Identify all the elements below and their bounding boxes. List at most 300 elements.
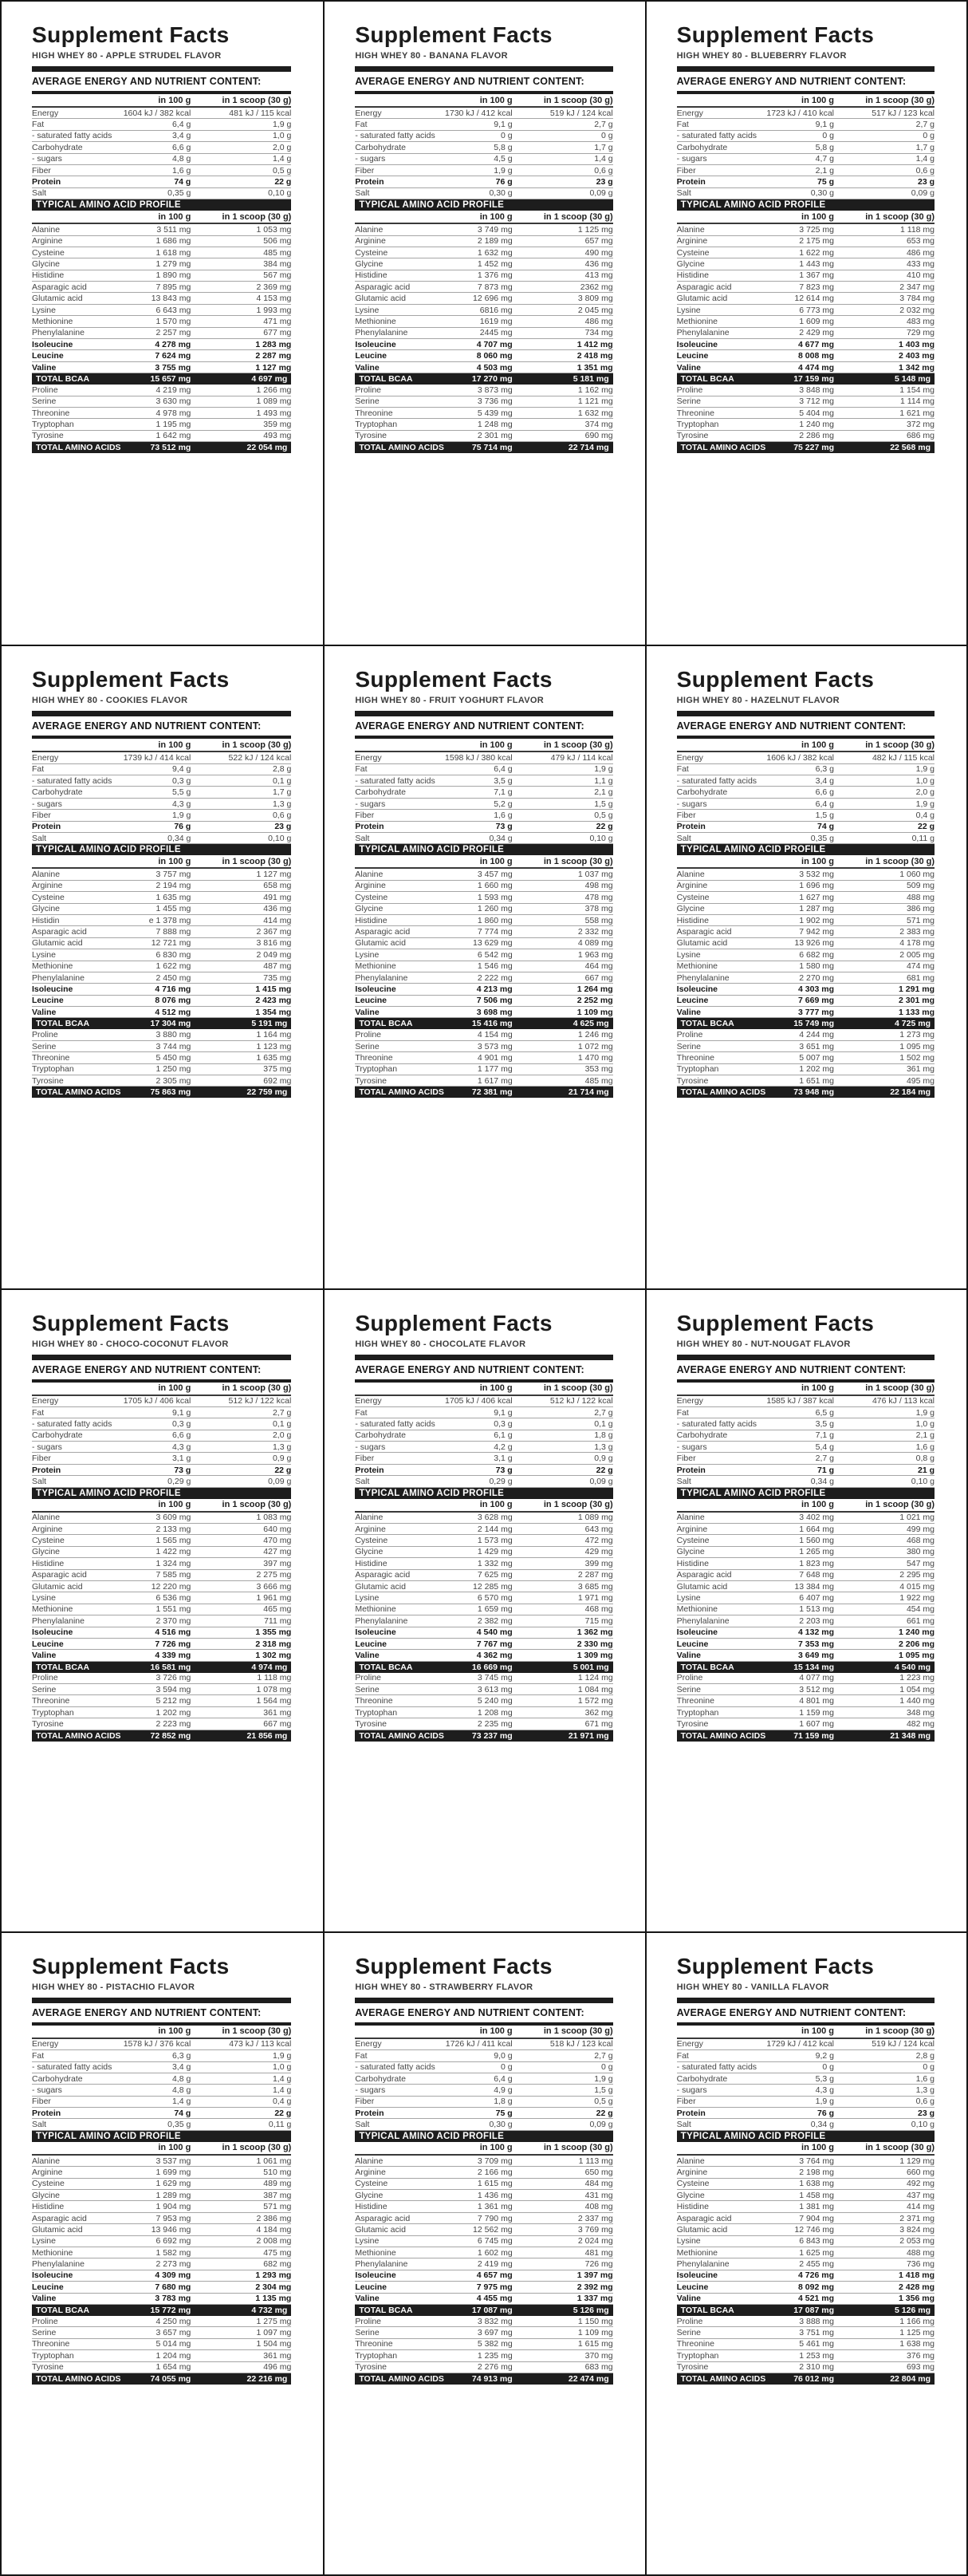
amino-row xyxy=(677,1535,935,1546)
value-per-100g: 1,9 g xyxy=(815,2097,834,2107)
amino-row xyxy=(677,1087,935,1098)
amino-row xyxy=(32,892,291,903)
amino-row xyxy=(355,1029,612,1040)
value-per-scoop: 1 118 mg xyxy=(257,1673,292,1683)
value-per-scoop: 496 mg xyxy=(263,2362,292,2373)
row-label: - sugars xyxy=(355,799,386,809)
row-label: Serine xyxy=(355,1684,380,1694)
value-per-100g: 4 303 mg xyxy=(798,984,834,994)
amino-row xyxy=(355,236,612,247)
value-per-scoop: 359 mg xyxy=(263,420,292,430)
divider-bar-top xyxy=(32,66,291,72)
value-per-100g: 0,34 g xyxy=(489,833,513,843)
value-per-100g: 3 712 mg xyxy=(799,396,834,407)
grid-cell xyxy=(645,1931,966,2574)
value-per-scoop: 22 714 mg xyxy=(568,443,609,453)
amino-row xyxy=(355,2362,612,2373)
value-per-100g: 13 946 mg xyxy=(151,2224,191,2235)
amino-row xyxy=(677,1075,935,1087)
row-label: Cysteine xyxy=(676,1536,710,1546)
value-per-100g: 2 257 mg xyxy=(155,328,191,338)
value-per-100g: 1 651 mg xyxy=(799,1075,834,1086)
amino-row xyxy=(355,328,612,339)
amino-row xyxy=(32,431,291,442)
amino-row xyxy=(32,316,291,327)
row-label: Lysine xyxy=(32,305,56,315)
amino-row xyxy=(355,1581,612,1592)
row-label: Alanine xyxy=(355,224,384,235)
value-per-scoop: 0,10 g xyxy=(268,833,292,843)
value-per-100g: 4,5 g xyxy=(494,154,513,164)
value-per-scoop: 650 mg xyxy=(584,2167,613,2177)
row-label: Alanine xyxy=(676,870,705,880)
value-per-100g: 8 008 mg xyxy=(798,351,834,361)
nutrient-section-heading: AVERAGE ENERGY AND NUTRIENT CONTENT: xyxy=(355,76,584,87)
column-header-100g: in 100 g xyxy=(801,95,834,105)
value-per-100g: 4 521 mg xyxy=(798,2294,834,2304)
value-per-scoop: 486 mg xyxy=(906,247,935,258)
value-per-100g: 1 551 mg xyxy=(155,1604,191,1615)
nutrient-row xyxy=(355,119,612,130)
amino-row xyxy=(32,1087,291,1098)
value-per-scoop: 1 635 mg xyxy=(256,1052,292,1063)
row-label: Histidine xyxy=(676,915,709,925)
value-per-scoop: 0 g xyxy=(601,2062,613,2073)
amino-row xyxy=(677,385,935,396)
column-header-scoop: in 1 scoop (30 g) xyxy=(865,1383,935,1393)
value-per-scoop: 465 mg xyxy=(263,1604,292,1615)
value-per-100g: 0,3 g xyxy=(494,1418,513,1429)
value-per-scoop: 5 191 mg xyxy=(251,1019,288,1029)
divider-bar-top xyxy=(677,1998,935,2003)
amino-row xyxy=(32,1730,291,1742)
nutrient-row xyxy=(355,1418,612,1430)
grid-cell xyxy=(2,1288,323,1931)
value-per-scoop: 0,6 g xyxy=(272,810,292,820)
value-per-scoop: 1 061 mg xyxy=(256,2156,292,2166)
row-label: Isoleucine xyxy=(676,984,718,994)
value-per-scoop: 1 397 mg xyxy=(576,2270,613,2281)
row-label: Leucine xyxy=(355,2282,388,2292)
value-per-100g: 0,3 g xyxy=(171,775,191,786)
value-per-100g: 74 g xyxy=(174,2108,191,2118)
nutrient-row xyxy=(677,2062,935,2073)
amino-row xyxy=(677,996,935,1007)
row-label: Cysteine xyxy=(32,2179,65,2189)
value-per-scoop: 22 804 mg xyxy=(890,2373,931,2384)
amino-row xyxy=(355,2339,612,2350)
row-label: Histidine xyxy=(32,2202,65,2212)
amino-row xyxy=(32,2282,291,2293)
row-label: Fat xyxy=(32,120,45,130)
row-label: Threonine xyxy=(355,2339,393,2349)
row-label: Histidine xyxy=(676,1558,709,1568)
value-per-100g: 9,4 g xyxy=(171,764,191,775)
value-per-100g: 4 278 mg xyxy=(155,339,191,349)
amino-row xyxy=(677,2327,935,2338)
amino-row xyxy=(355,1695,612,1706)
value-per-scoop: 482 mg xyxy=(906,1718,935,1729)
value-per-scoop: 0,10 g xyxy=(911,1476,935,1486)
nutrient-table-header xyxy=(355,94,612,108)
value-per-100g: 1,5 g xyxy=(815,810,834,820)
value-per-scoop: 485 mg xyxy=(584,1075,613,1086)
column-header-100g: in 100 g xyxy=(479,1383,513,1393)
amino-row xyxy=(677,2362,935,2373)
value-per-scoop: 486 mg xyxy=(584,316,613,326)
value-per-100g: 6 830 mg xyxy=(155,949,191,960)
value-per-100g: 1 625 mg xyxy=(799,2247,834,2258)
amino-row xyxy=(677,1695,935,1706)
value-per-scoop: 485 mg xyxy=(263,247,292,258)
value-per-scoop: 22 054 mg xyxy=(246,443,288,453)
value-per-scoop: 661 mg xyxy=(906,1615,935,1626)
row-label: Histidine xyxy=(355,2202,388,2212)
value-per-100g: 3 873 mg xyxy=(477,385,513,395)
amino-row xyxy=(355,1524,612,1535)
value-per-scoop: 361 mg xyxy=(263,1707,292,1718)
nutrient-row xyxy=(677,165,935,176)
column-header-scoop: in 1 scoop (30 g) xyxy=(865,1500,935,1510)
nutrient-row xyxy=(677,108,935,119)
nutrient-row xyxy=(355,2119,612,2130)
value-per-scoop: 1 621 mg xyxy=(899,408,935,418)
amino-row xyxy=(32,926,291,937)
nutrient-row xyxy=(355,1476,612,1487)
amino-row xyxy=(32,1604,291,1615)
column-header-scoop: in 1 scoop (30 g) xyxy=(865,856,935,866)
row-label: Methionine xyxy=(32,1604,73,1615)
value-per-scoop: 2 371 mg xyxy=(899,2213,935,2223)
column-header-scoop: in 1 scoop (30 g) xyxy=(222,2143,292,2153)
amino-row xyxy=(32,2179,291,2190)
value-per-100g: 1 289 mg xyxy=(155,2190,191,2200)
value-per-scoop: 1 963 mg xyxy=(577,949,613,960)
value-per-100g: 16 581 mg xyxy=(150,1662,191,1672)
value-per-100g: 1 664 mg xyxy=(799,1524,834,1534)
column-header-scoop: in 1 scoop (30 g) xyxy=(865,2026,935,2037)
value-per-100g: 4,3 g xyxy=(815,2085,834,2095)
row-label: Protein xyxy=(676,2108,706,2118)
value-per-100g: 6816 mg xyxy=(479,305,513,315)
row-label: Threonine xyxy=(32,408,70,418)
value-per-100g: 7 895 mg xyxy=(155,282,191,292)
row-label: Glycine xyxy=(676,1547,705,1557)
amino-row xyxy=(677,938,935,949)
value-per-scoop: 0,9 g xyxy=(594,1454,613,1464)
value-per-100g: 5,4 g xyxy=(815,1442,834,1452)
value-per-100g: 1 609 mg xyxy=(799,316,834,326)
amino-row xyxy=(677,2213,935,2224)
column-header-100g: in 100 g xyxy=(801,1500,834,1510)
amino-row xyxy=(32,442,291,453)
value-per-100g: 1 195 mg xyxy=(155,420,191,430)
value-per-100g: 3 783 mg xyxy=(155,2294,191,2304)
value-per-100g: 0,34 g xyxy=(167,833,191,843)
amino-row xyxy=(355,2190,612,2201)
row-label: Fat xyxy=(355,1407,368,1418)
row-label: Fat xyxy=(676,120,689,130)
value-per-scoop: 2,8 g xyxy=(915,2050,935,2061)
value-per-100g: 9,1 g xyxy=(494,1407,513,1418)
value-per-100g: 1604 kJ / 382 kcal xyxy=(123,108,191,118)
value-per-scoop: 1 053 mg xyxy=(256,224,292,235)
value-per-100g: 1598 kJ / 380 kcal xyxy=(445,752,513,763)
column-header-scoop: in 1 scoop (30 g) xyxy=(222,95,292,105)
nutrient-table-header xyxy=(32,94,291,108)
supplement-facts-panel xyxy=(2,1290,323,1742)
row-label: Methionine xyxy=(32,316,73,326)
amino-section-heading: TYPICAL AMINO ACID PROFILE xyxy=(355,1488,612,1499)
amino-section-heading: TYPICAL AMINO ACID PROFILE xyxy=(677,199,935,211)
value-per-scoop: 1 638 mg xyxy=(899,2339,935,2349)
value-per-100g: 5,2 g xyxy=(494,799,513,809)
row-label: Protein xyxy=(355,177,384,187)
nutrient-row xyxy=(355,822,612,833)
row-label: Salt xyxy=(676,188,691,199)
amino-row xyxy=(677,419,935,430)
value-per-scoop: 1 109 mg xyxy=(577,2328,613,2338)
nutrient-row xyxy=(677,1465,935,1476)
nutrient-row xyxy=(677,764,935,775)
value-per-100g: 2 301 mg xyxy=(477,431,513,441)
value-per-scoop: 4 184 mg xyxy=(256,2224,292,2235)
amino-row xyxy=(32,2362,291,2373)
value-per-scoop: 1 223 mg xyxy=(899,1673,935,1683)
row-label: Serine xyxy=(355,2328,380,2338)
nutrient-table xyxy=(32,1383,291,1488)
column-header-100g: in 100 g xyxy=(479,740,513,750)
nutrient-row xyxy=(677,2050,935,2061)
nutrient-row xyxy=(677,2108,935,2119)
amino-row xyxy=(355,2213,612,2224)
value-per-100g: 1 560 mg xyxy=(799,1536,834,1546)
value-per-100g: 8 092 mg xyxy=(798,2282,834,2292)
value-per-scoop: 3 769 mg xyxy=(577,2224,613,2235)
nutrient-table-header xyxy=(32,2026,291,2039)
value-per-100g: 1 823 mg xyxy=(799,1558,834,1568)
row-label: Tyrosine xyxy=(676,431,709,441)
row-label: - saturated fatty acids xyxy=(676,1418,757,1429)
value-per-100g: 12 721 mg xyxy=(151,938,191,949)
nutrient-table xyxy=(32,94,291,199)
value-per-scoop: 658 mg xyxy=(263,881,292,891)
value-per-scoop: 1,3 g xyxy=(272,1442,292,1452)
amino-table xyxy=(677,2142,935,2385)
value-per-100g: 4 154 mg xyxy=(477,1030,513,1040)
amino-row xyxy=(355,1650,612,1661)
row-label: Phenylalanine xyxy=(32,328,85,338)
value-per-100g: 17 159 mg xyxy=(793,374,834,385)
value-per-100g: 7 625 mg xyxy=(477,1570,513,1580)
value-per-100g: 1 429 mg xyxy=(477,1547,513,1557)
value-per-100g: 1 622 mg xyxy=(155,961,191,972)
amino-row xyxy=(677,396,935,408)
row-label: Arginine xyxy=(676,881,708,891)
grid-cell xyxy=(2,2,323,645)
value-per-100g: 4 540 mg xyxy=(476,1627,513,1638)
value-per-scoop: 1 154 mg xyxy=(899,385,935,395)
value-per-100g: 3,4 g xyxy=(171,2062,191,2073)
value-per-scoop: 2 295 mg xyxy=(899,1570,935,1580)
panel-subtitle: HIGH WHEY 80 - CHOCO-COCONUT FLAVOR xyxy=(32,1339,229,1349)
nutrient-row xyxy=(355,2108,612,2119)
row-label: Isoleucine xyxy=(355,984,396,994)
value-per-100g: 9,0 g xyxy=(494,2050,513,2061)
value-per-scoop: 682 mg xyxy=(263,2259,292,2270)
row-label: Protein xyxy=(32,2108,61,2118)
row-label: TOTAL BCAA xyxy=(36,2305,90,2315)
value-per-100g: 7 669 mg xyxy=(798,996,834,1006)
value-per-100g: 5,3 g xyxy=(815,2073,834,2084)
value-per-100g: 7,1 g xyxy=(815,1430,834,1441)
amino-row xyxy=(32,1029,291,1040)
amino-row xyxy=(355,2373,612,2385)
column-header-scoop: in 1 scoop (30 g) xyxy=(222,1383,292,1393)
value-per-scoop: 2 287 mg xyxy=(255,351,292,361)
value-per-100g: 71 159 mg xyxy=(793,1730,834,1741)
amino-row xyxy=(355,1513,612,1524)
value-per-100g: 15 657 mg xyxy=(150,374,191,385)
value-per-scoop: 22 g xyxy=(274,2108,292,2118)
value-per-scoop: 0,11 g xyxy=(911,833,935,843)
nutrient-table-header xyxy=(677,2026,935,2039)
amino-row xyxy=(355,869,612,880)
value-per-100g: 1 642 mg xyxy=(155,431,191,441)
value-per-scoop: 4 089 mg xyxy=(577,938,613,949)
value-per-100g: 3 880 mg xyxy=(155,1030,191,1040)
value-per-100g: 1 240 mg xyxy=(799,420,834,430)
nutrient-row xyxy=(355,810,612,821)
value-per-100g: 4 213 mg xyxy=(476,984,513,994)
value-per-100g: 12 614 mg xyxy=(794,294,834,304)
row-label: Methionine xyxy=(355,2247,396,2258)
value-per-100g: 3 573 mg xyxy=(477,1041,513,1051)
amino-row xyxy=(677,236,935,247)
value-per-scoop: 464 mg xyxy=(584,961,613,972)
nutrient-row xyxy=(677,2097,935,2108)
nutrient-table xyxy=(677,94,935,199)
value-per-100g: 1723 kJ / 410 kcal xyxy=(766,108,834,118)
amino-row xyxy=(32,2201,291,2212)
nutrient-row xyxy=(355,2062,612,2073)
row-label: Salt xyxy=(355,1476,370,1486)
value-per-100g: 1 627 mg xyxy=(799,892,834,902)
value-per-100g: 1 204 mg xyxy=(155,2350,191,2361)
value-per-100g: 6,6 g xyxy=(815,787,834,798)
amino-row xyxy=(355,293,612,304)
nutrient-row xyxy=(677,775,935,787)
value-per-100g: 4 250 mg xyxy=(155,2316,191,2326)
amino-row xyxy=(32,869,291,880)
amino-row xyxy=(677,1662,935,1673)
column-header-scoop: in 1 scoop (30 g) xyxy=(543,211,613,222)
row-label: TOTAL BCAA xyxy=(680,2305,734,2315)
amino-row xyxy=(677,904,935,915)
value-per-100g: 3 745 mg xyxy=(477,1673,513,1683)
panel-subtitle: HIGH WHEY 80 - PISTACHIO FLAVOR xyxy=(32,1982,195,1992)
amino-row xyxy=(32,396,291,408)
value-per-scoop: 2 275 mg xyxy=(256,1570,292,1580)
row-label: Serine xyxy=(32,396,57,407)
row-label: Tyrosine xyxy=(676,1718,709,1729)
amino-row xyxy=(32,2294,291,2305)
row-label: - saturated fatty acids xyxy=(355,131,435,141)
row-label: Valine xyxy=(355,1007,380,1017)
row-label: Leucine xyxy=(676,351,709,361)
value-per-100g: 3 613 mg xyxy=(477,1684,513,1694)
value-per-100g: 2 189 mg xyxy=(477,236,513,247)
nutrient-row xyxy=(355,131,612,142)
value-per-scoop: 1,4 g xyxy=(272,2085,292,2095)
amino-row xyxy=(32,224,291,235)
row-label: Serine xyxy=(32,1684,57,1694)
grid-cell xyxy=(323,2,644,645)
value-per-scoop: 690 mg xyxy=(584,431,613,441)
value-per-100g: 4,8 g xyxy=(171,154,191,164)
amino-row xyxy=(677,1684,935,1695)
value-per-scoop: 1 124 mg xyxy=(577,1673,613,1683)
row-label: Threonine xyxy=(355,1052,393,1063)
value-per-100g: 4,3 g xyxy=(171,1442,191,1452)
row-label: Threonine xyxy=(32,1052,70,1063)
amino-row xyxy=(355,1007,612,1018)
row-label: - saturated fatty acids xyxy=(676,131,757,141)
row-label: Serine xyxy=(355,1041,380,1051)
value-per-100g: 1619 mg xyxy=(479,316,513,326)
value-per-100g: 3 764 mg xyxy=(799,2156,834,2166)
value-per-100g: 7 975 mg xyxy=(476,2282,513,2292)
value-per-scoop: 735 mg xyxy=(263,972,292,983)
value-per-scoop: 1 354 mg xyxy=(255,1007,292,1017)
value-per-100g: 1 279 mg xyxy=(155,258,191,269)
panel-subtitle: HIGH WHEY 80 - VANILLA FLAVOR xyxy=(676,1982,829,1992)
amino-row xyxy=(355,1087,612,1098)
nutrient-table-header xyxy=(32,1383,291,1396)
value-per-scoop: 667 mg xyxy=(263,1718,292,1729)
panel-title: Supplement Facts xyxy=(355,1953,553,1978)
value-per-100g: 6,6 g xyxy=(171,1430,191,1441)
panel-subtitle: HIGH WHEY 80 - HAZELNUT FLAVOR xyxy=(676,696,840,706)
amino-row xyxy=(32,305,291,316)
amino-row xyxy=(355,2316,612,2327)
row-label: Lysine xyxy=(355,1593,380,1604)
value-per-100g: 7 353 mg xyxy=(798,1639,834,1649)
column-header-100g: in 100 g xyxy=(801,2143,834,2153)
value-per-scoop: 481 mg xyxy=(584,2247,613,2258)
row-label: Methionine xyxy=(676,1604,718,1615)
nutrient-row xyxy=(32,119,291,130)
panel-subtitle: HIGH WHEY 80 - BANANA FLAVOR xyxy=(355,51,508,61)
value-per-100g: 4 716 mg xyxy=(155,984,191,994)
value-per-scoop: 490 mg xyxy=(584,247,613,258)
value-per-100g: 7 823 mg xyxy=(799,282,834,292)
row-label: Fiber xyxy=(355,165,375,176)
value-per-100g: 5,5 g xyxy=(171,787,191,798)
row-label: Fat xyxy=(676,1407,689,1418)
amino-row xyxy=(677,2247,935,2258)
row-label: Isoleucine xyxy=(32,1627,73,1638)
value-per-scoop: 1 993 mg xyxy=(256,305,292,315)
value-per-100g: 73 g xyxy=(174,1465,191,1475)
amino-row xyxy=(677,2305,935,2316)
amino-section-heading: TYPICAL AMINO ACID PROFILE xyxy=(355,2131,612,2142)
row-label: Isoleucine xyxy=(676,2270,718,2281)
amino-row xyxy=(677,1052,935,1063)
value-per-100g: 7,1 g xyxy=(494,787,513,798)
row-label: Tyrosine xyxy=(32,1075,64,1086)
supplement-facts-panel xyxy=(647,1290,966,1742)
